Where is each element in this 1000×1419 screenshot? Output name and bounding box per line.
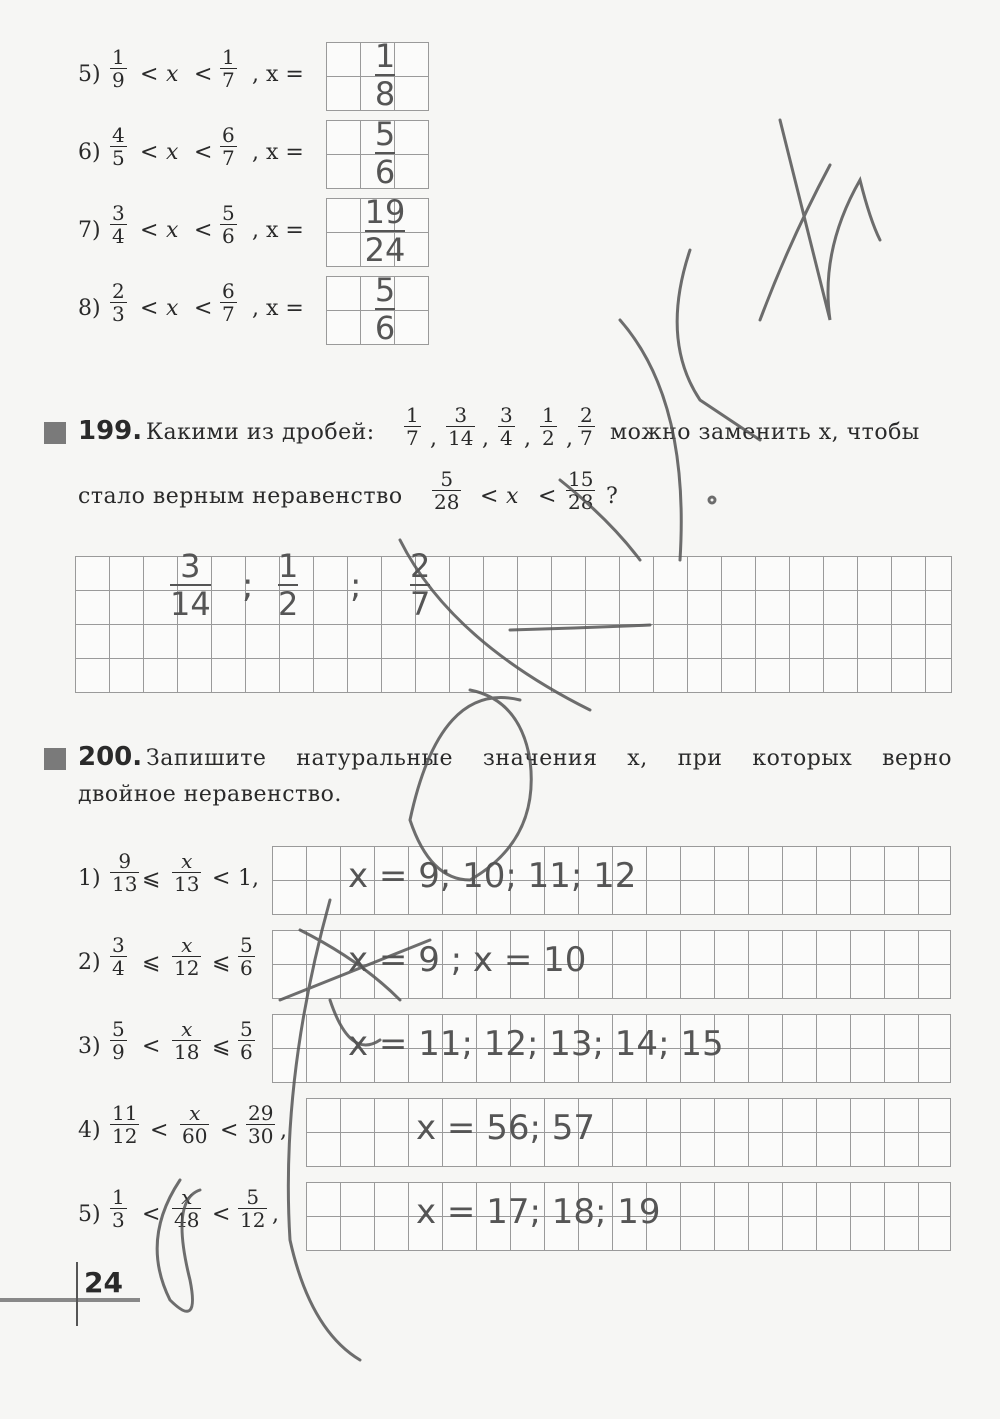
answer-num: 19 — [364, 193, 406, 231]
choice-fraction-num: 1 — [406, 403, 419, 427]
task-199-text: Какими из дробей: — [146, 420, 375, 445]
item-label: 6) — [78, 140, 101, 165]
relation-sign: < — [142, 1202, 161, 1227]
item-label: 7) — [78, 218, 101, 243]
comma: , — [524, 426, 531, 451]
choice-fraction-num: 3 — [454, 403, 468, 427]
lt-sign: < — [194, 218, 213, 243]
x-fraction-num: x — [189, 1101, 201, 1125]
answer-den: 14 — [170, 585, 211, 623]
left-fraction-den: 9 — [112, 1040, 125, 1064]
handwritten-answer: x = 56; 57 — [416, 1108, 596, 1148]
var-x: x — [166, 218, 179, 243]
left-fraction-den: 5 — [112, 146, 125, 170]
x-fraction-den: 60 — [182, 1124, 208, 1148]
right-fraction-num: 1 — [222, 45, 235, 69]
comma: , — [280, 1118, 287, 1143]
item-label: 5) — [78, 62, 101, 87]
relation-sign: ⩽ — [212, 950, 231, 975]
page-number: 24 — [84, 1266, 123, 1299]
answer-num: 3 — [180, 547, 201, 585]
answer-den: 6 — [374, 153, 396, 191]
var-x: x — [166, 62, 179, 87]
task-200-number: 200. — [78, 742, 143, 772]
left-fraction-num: 4 — [112, 123, 125, 147]
lt-sign: < — [194, 296, 213, 321]
right-fraction-den: 7 — [222, 146, 235, 170]
answer-den: 2 — [278, 585, 299, 623]
choice-fraction-num: 3 — [500, 403, 513, 427]
choice-fraction-den: 7 — [406, 426, 419, 450]
x-fraction-num: x — [181, 933, 193, 957]
lt-sign: < — [480, 484, 499, 509]
question-mark: ? — [606, 484, 618, 509]
lt-sign: < — [140, 218, 159, 243]
comma: , — [566, 426, 573, 451]
separator: ; — [350, 566, 362, 606]
relation-sign: < — [220, 1118, 239, 1143]
item-label: 8) — [78, 296, 101, 321]
answer-num: 2 — [410, 547, 431, 585]
task-199-number: 199. — [78, 416, 143, 446]
x-fraction-den: 18 — [174, 1040, 200, 1064]
relation-sign: < — [212, 1202, 231, 1227]
left-fraction-num: 1 — [112, 1185, 125, 1209]
lt-sign: < — [538, 484, 557, 509]
left-fraction-num: 5 — [112, 1017, 125, 1041]
right-fraction-den: 6 — [222, 224, 235, 248]
choice-fraction-den: 7 — [580, 426, 593, 450]
task-199-line2: стало верным неравенство — [78, 484, 403, 509]
left-fraction-den: 3 — [112, 302, 125, 326]
answer-prompt: , x = — [252, 62, 304, 87]
choice-fraction-den: 2 — [542, 426, 555, 450]
answer-prompt: , x = — [252, 296, 304, 321]
var-x: x — [506, 484, 519, 509]
item-label: 3) — [78, 1034, 101, 1059]
item-label: 1) — [78, 866, 101, 891]
x-fraction-den: 48 — [174, 1208, 200, 1232]
task-200-line2: двойное неравенство. — [78, 782, 342, 807]
answer-prompt: , x = — [252, 218, 304, 243]
left-fraction-den: 3 — [112, 1208, 125, 1232]
var-x: x — [166, 296, 179, 321]
task-199-text-mid: можно заменить x, чтобы — [610, 420, 920, 445]
task-200-line1: Запишите натуральные значения x, при которых верно — [146, 746, 952, 771]
left-fraction-den: 13 — [112, 872, 138, 896]
choice-fraction-den: 14 — [448, 426, 474, 450]
answer-num: 5 — [374, 115, 396, 153]
left-fraction-num: 1 — [112, 45, 125, 69]
answer-num: 1 — [374, 37, 396, 75]
var-x: x — [166, 140, 179, 165]
relation-sign: ⩽ — [142, 866, 161, 891]
choice-fraction-den: 4 — [500, 426, 513, 450]
answer-prompt: , x = — [252, 140, 304, 165]
relation-sign: ⩽ — [212, 1034, 231, 1059]
left-fraction-num: 2 — [112, 279, 125, 303]
handwritten-answer: x = 9; 10; 11; 12 — [348, 856, 637, 896]
answer-num: 1 — [278, 547, 299, 585]
x-fraction-num: x — [181, 1017, 193, 1041]
lt-sign: < — [140, 62, 159, 87]
left-fraction-num: 3 — [112, 933, 125, 957]
left-fraction-den: 12 — [112, 1124, 138, 1148]
right-fraction-num: 5 — [240, 1017, 253, 1041]
answer-den: 24 — [364, 231, 406, 269]
left-fraction-den: 4 — [112, 956, 125, 980]
right-fraction-den: 12 — [240, 1208, 266, 1232]
ineq-left-den: 28 — [434, 490, 460, 514]
x-fraction-num: x — [181, 1185, 193, 1209]
separator: ; — [242, 566, 254, 606]
right-fraction-num: 5 — [246, 1185, 260, 1209]
left-fraction-num: 3 — [112, 201, 125, 225]
right-fraction-den: 7 — [222, 68, 235, 92]
x-fraction-num: x — [181, 849, 193, 873]
answer-den: 8 — [374, 75, 396, 113]
right-fraction-den: 7 — [222, 302, 235, 326]
left-fraction-num: 11 — [112, 1101, 138, 1125]
left-fraction-den: 9 — [112, 68, 125, 92]
handwritten-answer: x = 9 ; x = 10 — [348, 940, 587, 980]
relation-sign: < — [142, 1034, 161, 1059]
right-fraction-num: 29 — [248, 1101, 274, 1125]
item-label: 4) — [78, 1118, 101, 1143]
right-fraction-num: 6 — [222, 123, 235, 147]
right-fraction-den: 6 — [240, 956, 253, 980]
answer-num: 5 — [374, 271, 396, 309]
right-fraction-den: 6 — [240, 1040, 253, 1064]
right-fraction-num: 5 — [222, 201, 235, 225]
answer-den: 6 — [374, 309, 396, 347]
answer-den: 7 — [410, 585, 431, 623]
x-fraction-den: 12 — [174, 956, 200, 980]
relation-sign: ⩽ — [142, 950, 161, 975]
handwritten-answer: x = 11; 12; 13; 14; 15 — [348, 1024, 724, 1064]
relation-sign: < — [150, 1118, 169, 1143]
right-bound: 1, — [238, 866, 259, 891]
choice-fraction-num: 1 — [542, 403, 555, 427]
comma: , — [482, 426, 489, 451]
comma: , — [430, 426, 437, 451]
lt-sign: < — [194, 140, 213, 165]
comma: , — [272, 1202, 279, 1227]
right-fraction-num: 5 — [240, 933, 253, 957]
relation-sign: < — [212, 866, 231, 891]
lt-sign: < — [194, 62, 213, 87]
choice-fraction-num: 2 — [580, 403, 593, 427]
handwritten-answer: x = 17; 18; 19 — [416, 1192, 661, 1232]
item-label: 2) — [78, 950, 101, 975]
right-fraction-den: 30 — [248, 1124, 274, 1148]
x-fraction-den: 13 — [174, 872, 200, 896]
left-fraction-num: 9 — [118, 849, 132, 873]
ineq-right-den: 28 — [568, 490, 594, 514]
left-fraction-den: 4 — [112, 224, 125, 248]
right-fraction-num: 6 — [222, 279, 235, 303]
item-label: 5) — [78, 1202, 101, 1227]
lt-sign: < — [140, 296, 159, 321]
ineq-right-num: 15 — [568, 467, 594, 491]
lt-sign: < — [140, 140, 159, 165]
ineq-left-num: 5 — [440, 467, 454, 491]
